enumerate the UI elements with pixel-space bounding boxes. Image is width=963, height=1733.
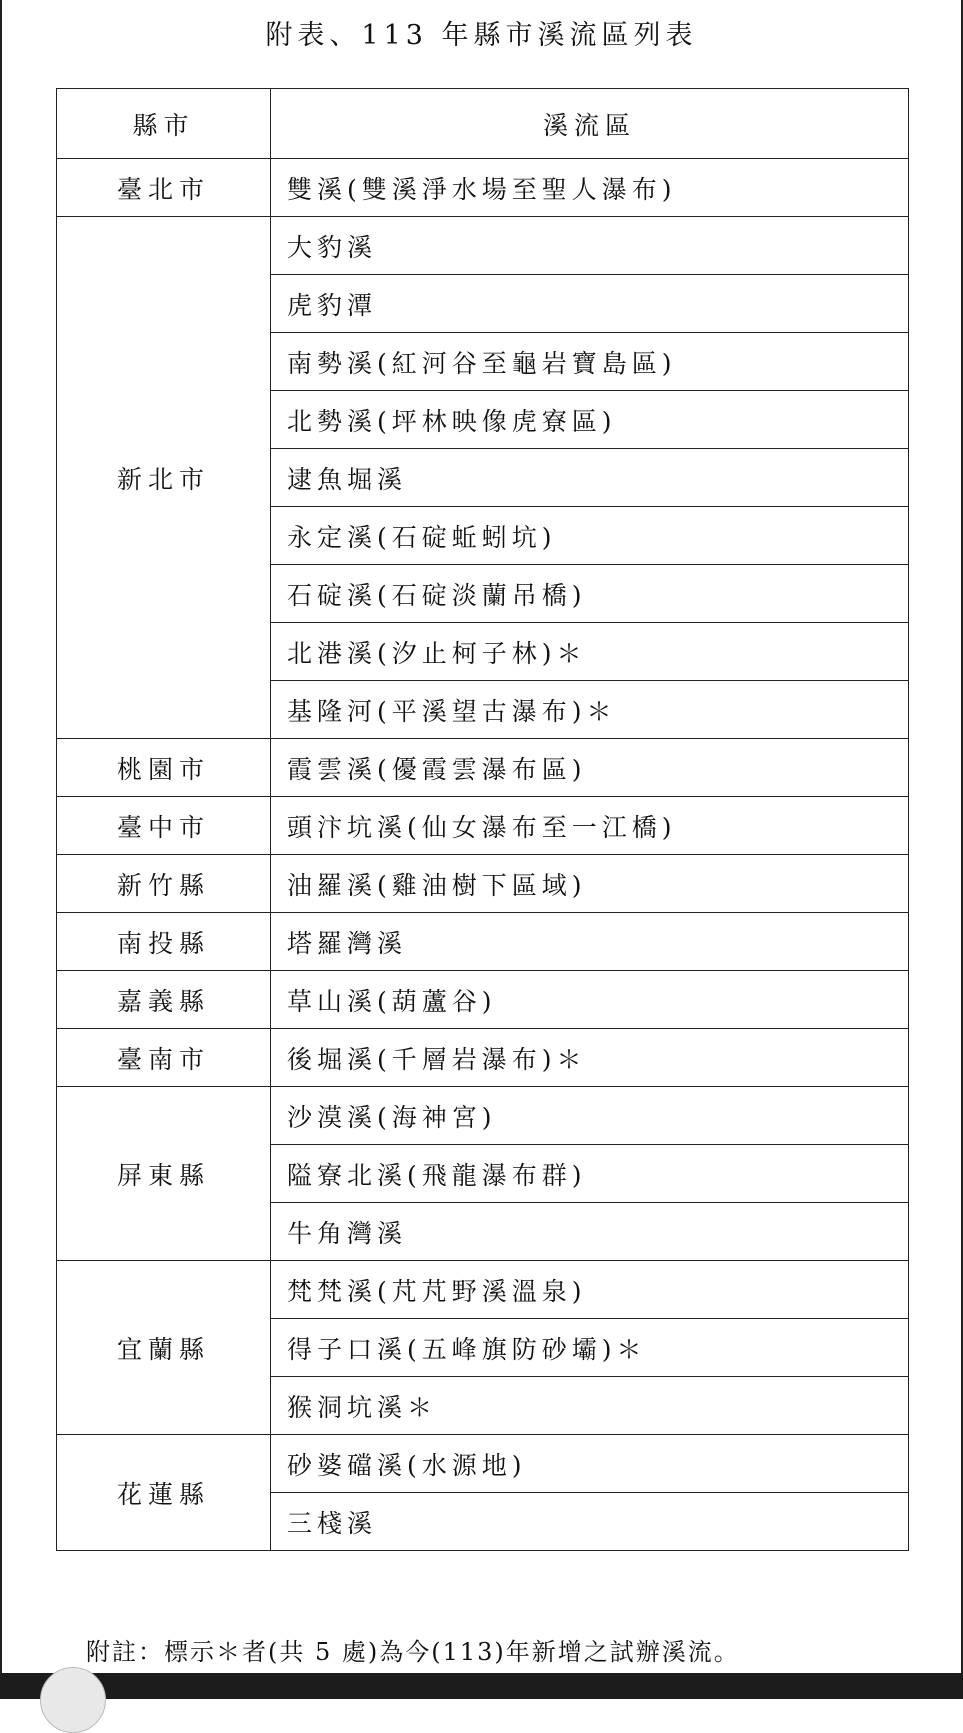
table-row xyxy=(57,797,909,855)
stream-cell: 梵梵溪(芃芃野溪溫泉) xyxy=(271,1261,909,1319)
stream-cell: 虎豹潭 xyxy=(271,275,909,333)
table-body xyxy=(57,159,909,1551)
county-cell: 嘉義縣 xyxy=(57,971,271,1029)
table-row xyxy=(57,971,909,1029)
table-row xyxy=(57,159,909,217)
county-cell: 桃園市 xyxy=(57,739,271,797)
footnote: 附註：標示＊者(共 5 處)為今(113)年新增之試辦溪流。 xyxy=(86,1638,740,1666)
table-row xyxy=(57,1029,909,1087)
page-title: 附表、113 年縣市溪流區列表 xyxy=(265,20,698,51)
stream-cell: 油羅溪(雞油樹下區域) xyxy=(271,855,909,913)
county-cell: 臺中市 xyxy=(57,797,271,855)
stream-cell: 北勢溪(坪林映像虎寮區) xyxy=(271,391,909,449)
county-cell: 臺南市 xyxy=(57,1029,271,1087)
stream-cell: 沙漠溪(海神宮) xyxy=(271,1087,909,1145)
scroll-handle[interactable] xyxy=(40,1667,106,1733)
table-row xyxy=(57,217,909,275)
stream-cell: 雙溪(雙溪淨水場至聖人瀑布) xyxy=(271,159,909,217)
stream-cell: 逮魚堀溪 xyxy=(271,449,909,507)
header-county: 縣市 xyxy=(57,89,271,159)
stream-cell: 隘寮北溪(飛龍瀑布群) xyxy=(271,1145,909,1203)
stream-cell: 猴洞坑溪＊ xyxy=(271,1377,909,1435)
stream-cell: 頭汴坑溪(仙女瀑布至一江橋) xyxy=(271,797,909,855)
stream-cell: 基隆河(平溪望古瀑布)＊ xyxy=(271,681,909,739)
stream-cell: 北港溪(汐止柯子林)＊ xyxy=(271,623,909,681)
stream-cell: 南勢溪(紅河谷至龜岩寶島區) xyxy=(271,333,909,391)
table-row xyxy=(57,739,909,797)
county-cell: 新北市 xyxy=(57,217,271,739)
county-cell: 臺北市 xyxy=(57,159,271,217)
stream-cell: 得子口溪(五峰旗防砂壩)＊ xyxy=(271,1319,909,1377)
stream-cell: 霞雲溪(優霞雲瀑布區) xyxy=(271,739,909,797)
stream-cell: 永定溪(石碇蚯蚓坑) xyxy=(271,507,909,565)
stream-cell: 大豹溪 xyxy=(271,217,909,275)
county-cell: 新竹縣 xyxy=(57,855,271,913)
table-row xyxy=(57,1261,909,1319)
county-cell: 南投縣 xyxy=(57,913,271,971)
county-cell: 屏東縣 xyxy=(57,1087,271,1261)
table-row xyxy=(57,913,909,971)
table-row xyxy=(57,855,909,913)
county-cell: 花蓮縣 xyxy=(57,1435,271,1551)
stream-table xyxy=(56,88,909,1551)
table-row xyxy=(57,1435,909,1493)
bottom-bar xyxy=(0,1673,963,1699)
table-row xyxy=(57,1087,909,1145)
table-header-row xyxy=(57,89,909,159)
stream-cell: 石碇溪(石碇淡蘭吊橋) xyxy=(271,565,909,623)
stream-cell: 塔羅灣溪 xyxy=(271,913,909,971)
stream-cell: 牛角灣溪 xyxy=(271,1203,909,1261)
header-stream: 溪流區 xyxy=(271,89,909,159)
stream-cell: 草山溪(葫蘆谷) xyxy=(271,971,909,1029)
stream-cell: 後堀溪(千層岩瀑布)＊ xyxy=(271,1029,909,1087)
county-cell: 宜蘭縣 xyxy=(57,1261,271,1435)
stream-cell: 三棧溪 xyxy=(271,1493,909,1551)
stream-cell: 砂婆礑溪(水源地) xyxy=(271,1435,909,1493)
